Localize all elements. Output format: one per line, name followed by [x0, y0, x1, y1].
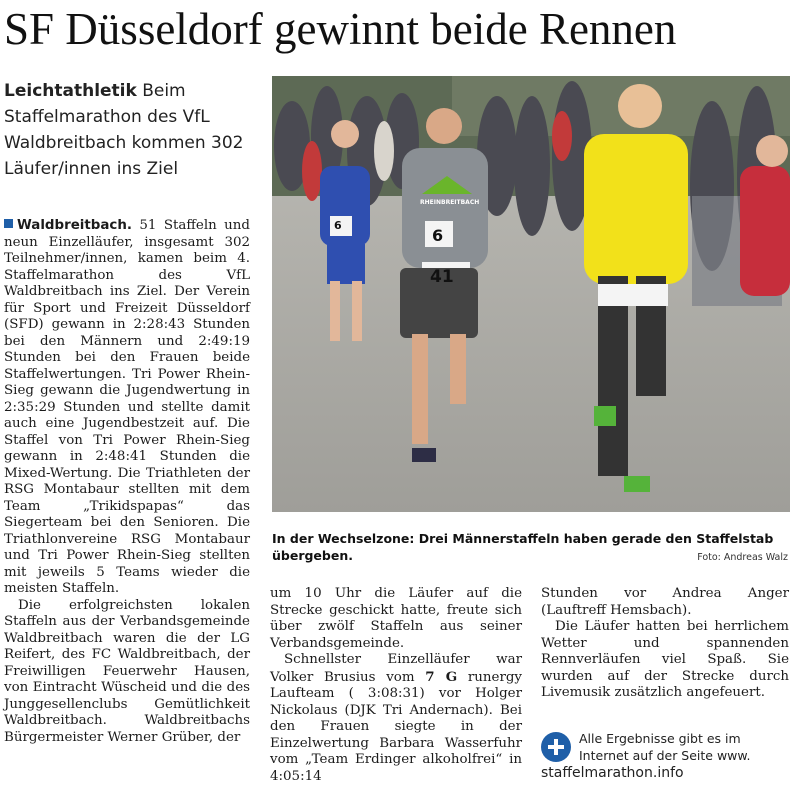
paragraph-text: Schnellster Einzelläufer war Volker Brusius vom — [270, 652, 522, 685]
teaser — [4, 78, 266, 182]
info-text: Alle Ergebnisse gibt es im Internet auf der Seite www. — [579, 731, 751, 763]
article-column-1 — [4, 218, 250, 746]
teaser-kicker: Leichtathletik — [4, 81, 137, 101]
bib-number: 6 — [334, 219, 342, 232]
bib-number: 41 — [430, 267, 454, 287]
article-paragraph: Stunden vor Andrea Anger (Lauftreff Hemsbach). — [541, 586, 789, 618]
paragraph-text: 51 Staffeln und neun Einzelläufer, insgesamt 302 Teilnehmer/innen, kamen beim 4. Staffelmarathon des VfL Waldbreitbach ins Ziel. Der Verein für Sport und Freizeit Düsseldorf (SFD) gewann in 2:28:43 Stunden bei den Männern und 2:49:19 Stunden bei den Frauen beide Staffelwertungen. Tri Power Rhein-Sieg gewann die Jugendwertung in 2:35:29 Stunden und stellte damit auch eine Jugendbestzeit auf. Die Staffel von Tri Power Rhein-Sieg gewann in 2:48:41 Stunden die Mixed-Wertung. Die Triathleten der RSG Montabaur stellten mit dem Team „Trikidspapas“ das Siegerteam bei den Senioren. Die Triathlonvereine RSG Montabaur und Tri Power Rhein-Sieg stellten mit jeweils 5 Teams wieder die meisten Staffeln. — [4, 218, 250, 596]
dateline: Waldbreitbach. — [17, 218, 132, 233]
paragraph-text: runergy Laufteam ( 3:08:31) vor Holger Nickolaus (DJK Tri Andernach). Bei den Frauen siegte in der Einzelwertung Barbara Wasserfuhr vom „Team Erdinger alkoholfrei“ in 4:05:14 — [270, 669, 522, 784]
article-paragraph — [270, 652, 522, 785]
headline: SF Düsseldorf gewinnt beide Rennen — [4, 4, 677, 54]
article-paragraph: um 10 Uhr die Läufer auf die Strecke geschickt hatte, freute sich über zwölf Staffeln aus seiner Verbandsgemeinde. — [270, 586, 522, 651]
article-column-2 — [270, 586, 522, 785]
jersey-text: RHEINBREITBACH — [420, 199, 480, 206]
results-link[interactable]: staffelmarathon.info — [541, 765, 684, 781]
team-name-bold: 7 G — [425, 668, 458, 685]
article-paragraph — [4, 218, 250, 598]
bib-number: 6 — [432, 226, 444, 245]
runners-illustration — [272, 76, 790, 512]
teaser-text: Beim Staffelmarathon des VfL Waldbreitbach kommen 302 Läufer/innen ins Ziel — [4, 81, 244, 179]
plus-icon — [541, 732, 571, 762]
race-photo — [272, 76, 790, 512]
square-bullet-icon — [4, 219, 13, 228]
article-paragraph: Die Läufer hatten bei herrlichem Wetter und spannenden Rennverläufen viel Spaß. Sie wurden auf der Strecke durch Livemusik zusätzlich angefeuert. — [541, 619, 789, 700]
info-box — [541, 730, 790, 782]
article-column-3 — [541, 586, 789, 702]
article-paragraph: Die erfolgreichsten lokalen Staffeln aus der Verbandsgemeinde Waldbreitbach waren die der LG Reifert, des FC Waldbreitbach, der Freiwilligen Feuerwehr Hausen, von Eintracht Wüscheid und die des Junggesellenclubs Gemütlichkeit Waldbreitbach. Waldbreitbachs Bürgermeister Werner Grüber, der — [4, 597, 250, 745]
photo-credit: Foto: Andreas Walz — [697, 552, 788, 563]
photo-caption: In der Wechselzone: Drei Männerstaffeln haben gerade den Staffelstab übergeben. — [272, 531, 774, 563]
